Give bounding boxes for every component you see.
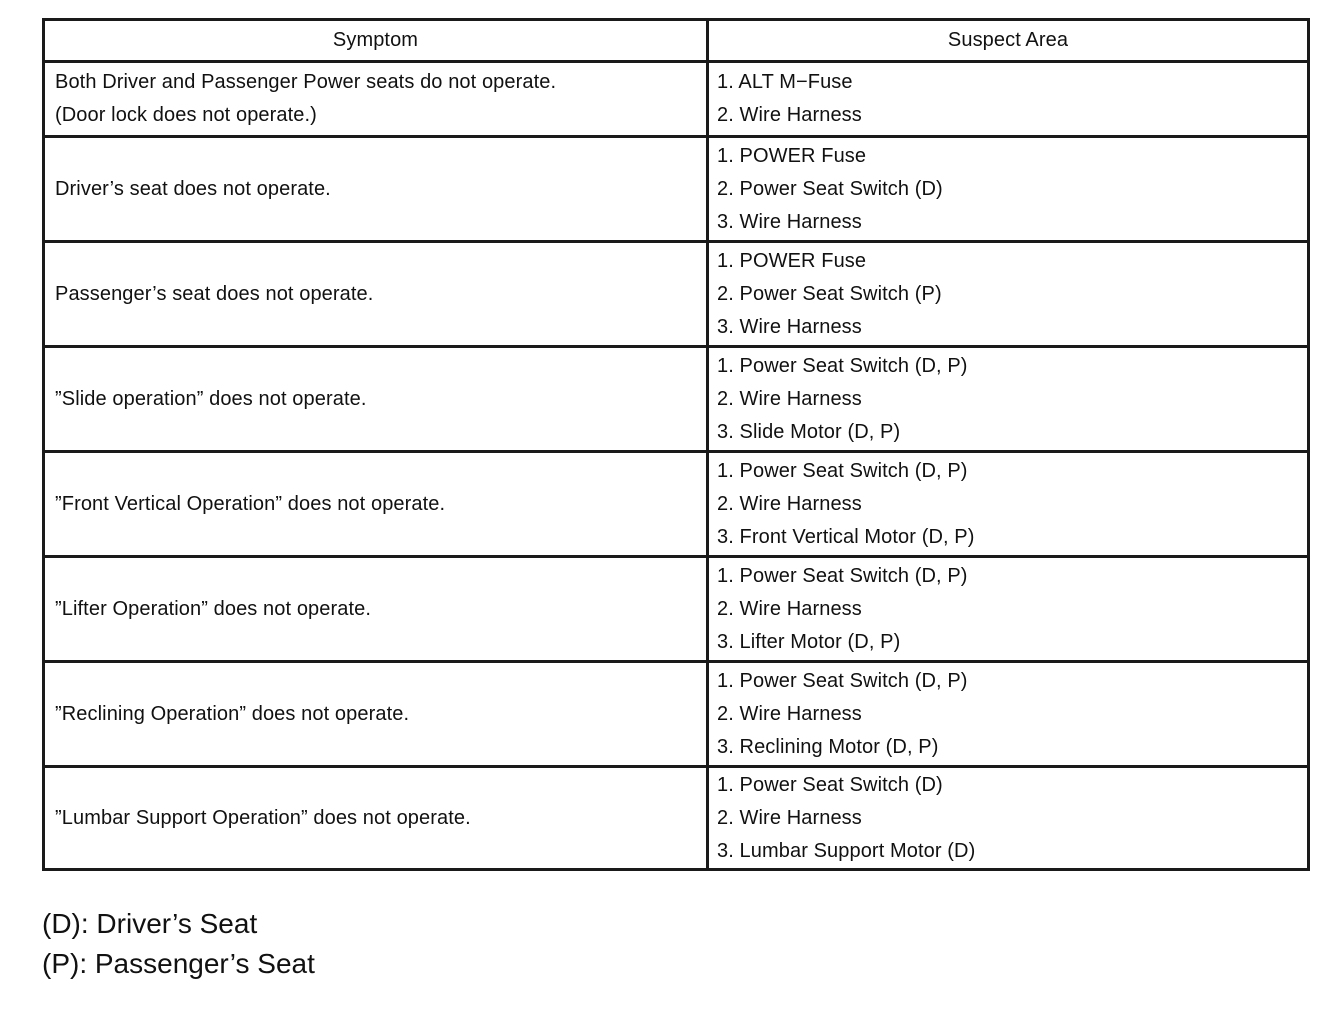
table-row: [44, 62, 1309, 137]
suspect-area-cell: [708, 662, 1309, 767]
suspect-area-cell: [708, 137, 1309, 242]
table-row: [44, 242, 1309, 347]
symptom-text: ”Lifter Operation” does not operate.: [55, 597, 372, 620]
header-suspect-area: Suspect Area: [708, 20, 1309, 62]
suspect-area-item: 2. Wire Harness: [717, 597, 862, 620]
troubleshooting-table-container: [42, 18, 1307, 871]
suspect-area-item: 3. Slide Motor (D, P): [717, 420, 901, 443]
suspect-area-cell: [708, 62, 1309, 137]
symptom-cell: [44, 242, 708, 347]
table-row: [44, 662, 1309, 767]
suspect-area-item: 1. Power Seat Switch (D, P): [717, 564, 968, 587]
suspect-area-item: 2. Power Seat Switch (P): [717, 282, 942, 305]
suspect-area-item: 1. Power Seat Switch (D): [717, 773, 943, 796]
table-body: [44, 62, 1309, 870]
symptom-text: Both Driver and Passenger Power seats do not operate.: [55, 71, 557, 93]
suspect-area-item: 2. Wire Harness: [717, 492, 862, 515]
suspect-area-item: 1. POWER Fuse: [717, 144, 867, 167]
suspect-area-cell: [708, 242, 1309, 347]
header-symptom: Symptom: [44, 20, 708, 62]
suspect-area-item: 3. Lumbar Support Motor (D): [717, 839, 976, 862]
suspect-area-item: 2. Power Seat Switch (D): [717, 177, 943, 200]
symptom-cell: [44, 347, 708, 452]
suspect-area-item: 1. Power Seat Switch (D, P): [717, 459, 968, 482]
suspect-area-item: 3. Front Vertical Motor (D, P): [717, 525, 975, 548]
suspect-area-item: 1. ALT M−Fuse: [717, 71, 853, 93]
symptom-text: ”Reclining Operation” does not operate.: [55, 702, 410, 725]
table-row: [44, 347, 1309, 452]
suspect-area-item: 2. Wire Harness: [717, 702, 862, 725]
suspect-area-cell: [708, 347, 1309, 452]
legend-passenger: (P): Passenger’s Seat: [42, 948, 315, 979]
suspect-area-item: 3. Wire Harness: [717, 210, 862, 233]
symptom-text: ”Slide operation” does not operate.: [55, 387, 367, 410]
table-row: [44, 137, 1309, 242]
table-header-row: [44, 20, 1309, 62]
suspect-area-item: 1. Power Seat Switch (D, P): [717, 669, 968, 692]
troubleshooting-table: [42, 18, 1310, 871]
suspect-area-item: 1. POWER Fuse: [717, 249, 867, 272]
legend-driver: (D): Driver’s Seat: [42, 908, 258, 939]
suspect-area-item: 3. Reclining Motor (D, P): [717, 735, 939, 758]
symptom-text: Passenger’s seat does not operate.: [55, 282, 374, 305]
symptom-text: Driver’s seat does not operate.: [55, 177, 331, 200]
symptom-cell: [44, 557, 708, 662]
suspect-area-item: 2. Wire Harness: [717, 806, 862, 829]
symptom-text: ”Front Vertical Operation” does not operate.: [55, 492, 446, 515]
symptom-cell: [44, 662, 708, 767]
suspect-area-item: 3. Wire Harness: [717, 315, 862, 338]
symptom-cell: [44, 137, 708, 242]
suspect-area-item: 3. Lifter Motor (D, P): [717, 630, 901, 653]
suspect-area-cell: [708, 767, 1309, 870]
symptom-cell: [44, 452, 708, 557]
suspect-area-item: 2. Wire Harness: [717, 104, 862, 126]
symptom-text: (Door lock does not operate.): [55, 104, 317, 126]
suspect-area-item: 2. Wire Harness: [717, 387, 862, 410]
suspect-area-cell: [708, 452, 1309, 557]
table-row: [44, 767, 1309, 870]
symptom-cell: [44, 62, 708, 137]
symptom-cell: [44, 767, 708, 870]
table-row: [44, 452, 1309, 557]
suspect-area-cell: [708, 557, 1309, 662]
legend: [42, 904, 315, 984]
suspect-area-item: 1. Power Seat Switch (D, P): [717, 354, 968, 377]
table-row: [44, 557, 1309, 662]
symptom-text: ”Lumbar Support Operation” does not operate.: [55, 806, 471, 829]
